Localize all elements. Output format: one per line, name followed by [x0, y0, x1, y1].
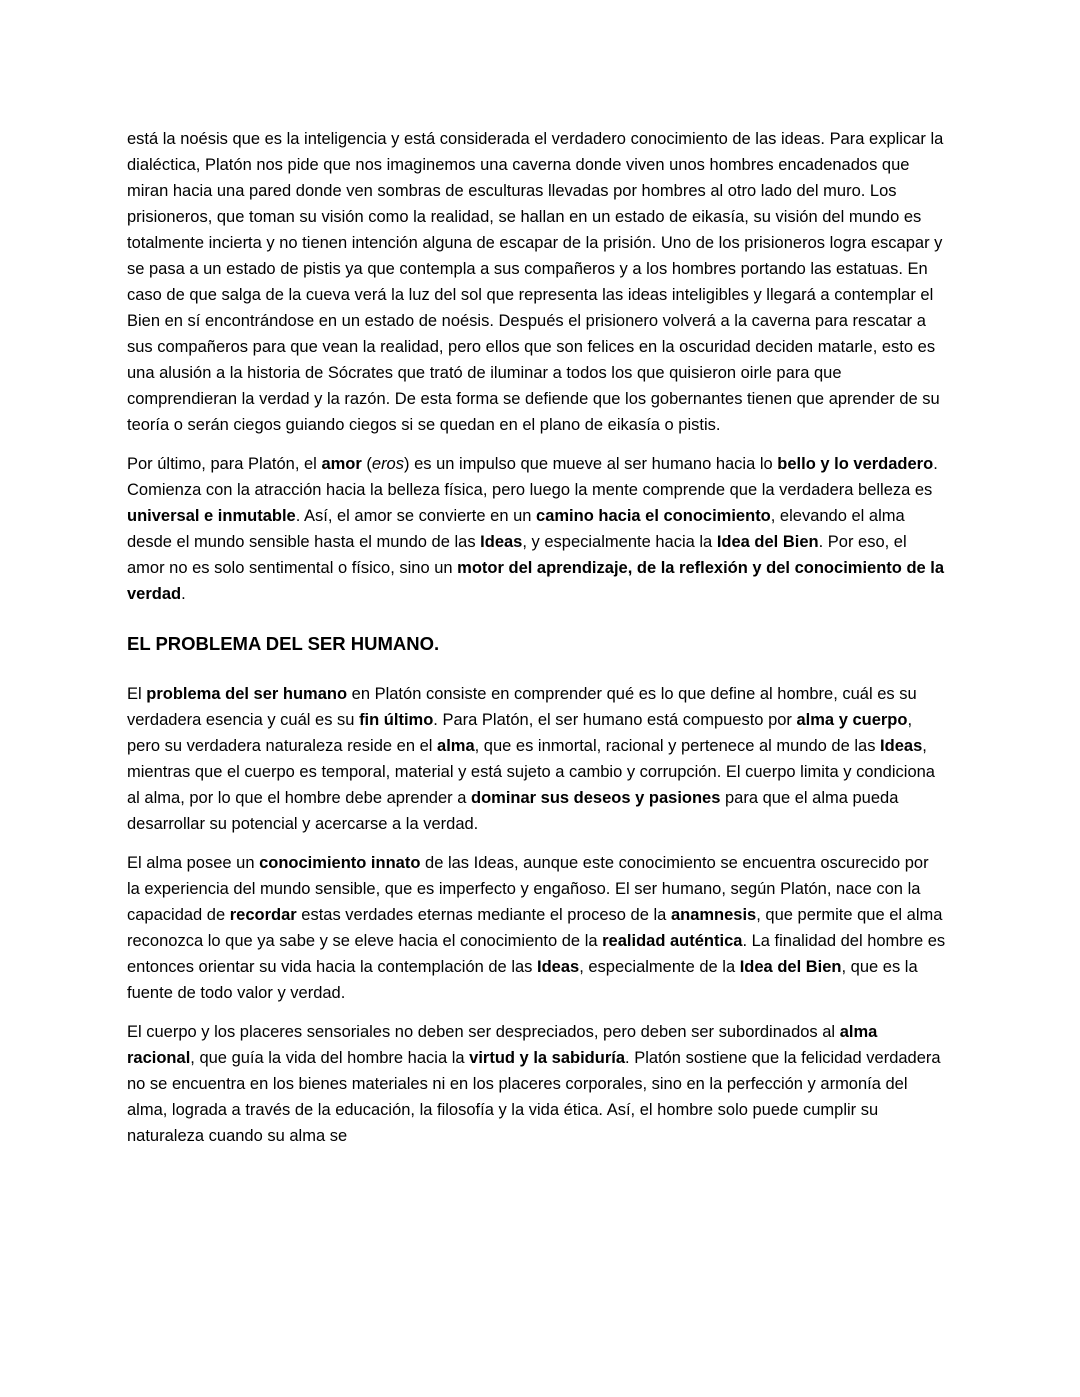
text-run: El	[127, 685, 147, 703]
text-run: conocimiento innato	[259, 854, 421, 872]
text-run: .	[181, 585, 186, 603]
text-run: (	[361, 455, 372, 473]
text-run: Por último, para Platón, el	[127, 455, 322, 473]
text-run: , que guía la vida del hombre hacia la	[190, 1049, 470, 1067]
text-run: ) es un impulso que mueve al ser humano hacia lo	[404, 455, 778, 473]
text-run: Ideas	[880, 737, 923, 755]
text-run: Ideas	[537, 958, 580, 976]
text-run: . Por eso, el amor no es solo sentimental o físico, sino un	[127, 533, 907, 577]
text-run: motor del aprendizaje, de la reflexión y del conocimiento de la verdad	[127, 559, 945, 603]
text-run: virtud y la sabiduría	[469, 1049, 626, 1067]
text-run: Idea del Bien	[716, 533, 819, 551]
text-run: para que el alma pueda desarrollar su potencial y acercarse a la verdad.	[127, 789, 899, 833]
text-run: de las Ideas, aunque este conocimiento se encuentra oscurecido por la experiencia del mundo sensible, que es imperfecto y engañoso. El ser humano, según Platón, nace con la capacidad de	[127, 854, 929, 924]
text-run: . Para Platón, el ser humano está compuesto por	[433, 711, 797, 729]
text-run: universal e inmutable	[127, 507, 296, 525]
text-run: El cuerpo y los placeres sensoriales no deben ser despreciados, pero deben ser subordinados al	[127, 1023, 840, 1041]
text-run: estas verdades eternas mediante el proceso de la	[296, 906, 671, 924]
text-run: . La finalidad del hombre es entonces orientar su vida hacia la contemplación de las	[127, 932, 946, 976]
text-run: , que es la fuente de todo valor y verdad.	[127, 958, 918, 1002]
text-run: amor	[321, 455, 362, 473]
text-run: realidad auténtica	[602, 932, 743, 950]
text-run: dominar sus deseos y pasiones	[470, 789, 721, 807]
text-run: está la noésis que es la inteligencia y está considerada el verdadero conocimiento de las ideas. Para explicar la dialéctica, Platón nos pide que nos imaginemos una caverna donde viven unos hombres encadenados que miran hacia una pared donde ven sombras de esculturas llevadas por hombres al otro lado del muro. Los prisioneros, que toman su visión como la realidad, se hallan en un estado de eikasía, su visión del mundo es totalmente incierta y no tienen intención alguna de escapar de la prisión. Uno de los prisioneros logra escapar y se pasa a un estado de pistis ya que contempla a sus compañeros y a los hombres portando las estatuas. En caso de que salga de la cueva verá la luz del sol que representa las ideas inteligibles y llegará a contemplar el Bien en sí encontrándose en un estado de noésis. Después el prisionero volverá a la caverna para rescatar a sus compañeros para que vean la realidad, pero ellos que son felices en la oscuridad deciden matarle, esto es una alusión a la historia de Sócrates que trató de iluminar a todos los que quisieron oirle para que comprendieran la verdad y la razón. De esta forma se defiende que los gobernantes tienen que aprender de su teoría o serán ciegos guiando ciegos si se quedan en el plano de eikasía o pistis.	[127, 130, 944, 434]
text-run: fin último	[359, 711, 434, 729]
text-run: alma y cuerpo	[796, 711, 908, 729]
text-run: , y especialmente hacia la	[522, 533, 717, 551]
text-run: Ideas	[480, 533, 523, 551]
text-run: EL PROBLEMA DEL SER HUMANO.	[127, 633, 440, 654]
text-run: , que permite que el alma reconozca lo que ya sabe y se eleve hacia el conocimiento de la	[127, 906, 943, 950]
text-run: recordar	[229, 906, 297, 924]
text-run: . Platón sostiene que la felicidad verdadera no se encuentra en los bienes materiales ni en los placeres corporales, sino en la perfección y armonía del alma, lograda a través de la educación, la filosofía y la vida ética. Así, el hombre solo puede cumplir su naturaleza cuando su alma se	[127, 1049, 941, 1145]
paragraph	[127, 850, 946, 1006]
text-run: , especialmente de la	[579, 958, 740, 976]
text-run: . Así, el amor se convierte en un	[295, 507, 537, 525]
text-run: bello y lo verdadero	[777, 455, 934, 473]
text-run: , que es inmortal, racional y pertenece al mundo de las	[474, 737, 881, 755]
text-run: , elevando el alma desde el mundo sensible hasta el mundo de las	[127, 507, 905, 551]
text-run: camino hacia el conocimiento	[536, 507, 771, 525]
text-run: alma	[437, 737, 475, 755]
text-run: en Platón consiste en comprender qué es lo que define al hombre, cuál es su verdadera esencia y cuál es su	[127, 685, 917, 729]
text-run: El alma posee un	[127, 854, 260, 872]
text-run: eros	[371, 455, 404, 473]
text-run: . Comienza con la atracción hacia la belleza física, pero luego la mente comprende que la verdadera belleza es	[127, 455, 938, 499]
section-heading	[127, 631, 946, 657]
text-run: problema del ser humano	[146, 685, 348, 703]
paragraph	[127, 451, 946, 607]
text-run: alma racional	[127, 1023, 878, 1067]
paragraph	[127, 1019, 946, 1149]
paragraph	[127, 681, 946, 837]
text-run: , pero su verdadera naturaleza reside en el	[127, 711, 913, 755]
text-run: , mientras que el cuerpo es temporal, material y está sujeto a cambio y corrupción. El cuerpo limita y condiciona al alma, por lo que el hombre debe aprender a	[127, 737, 935, 807]
text-run: Idea del Bien	[739, 958, 842, 976]
paragraph	[127, 126, 946, 438]
text-run: anamnesis	[670, 906, 757, 924]
